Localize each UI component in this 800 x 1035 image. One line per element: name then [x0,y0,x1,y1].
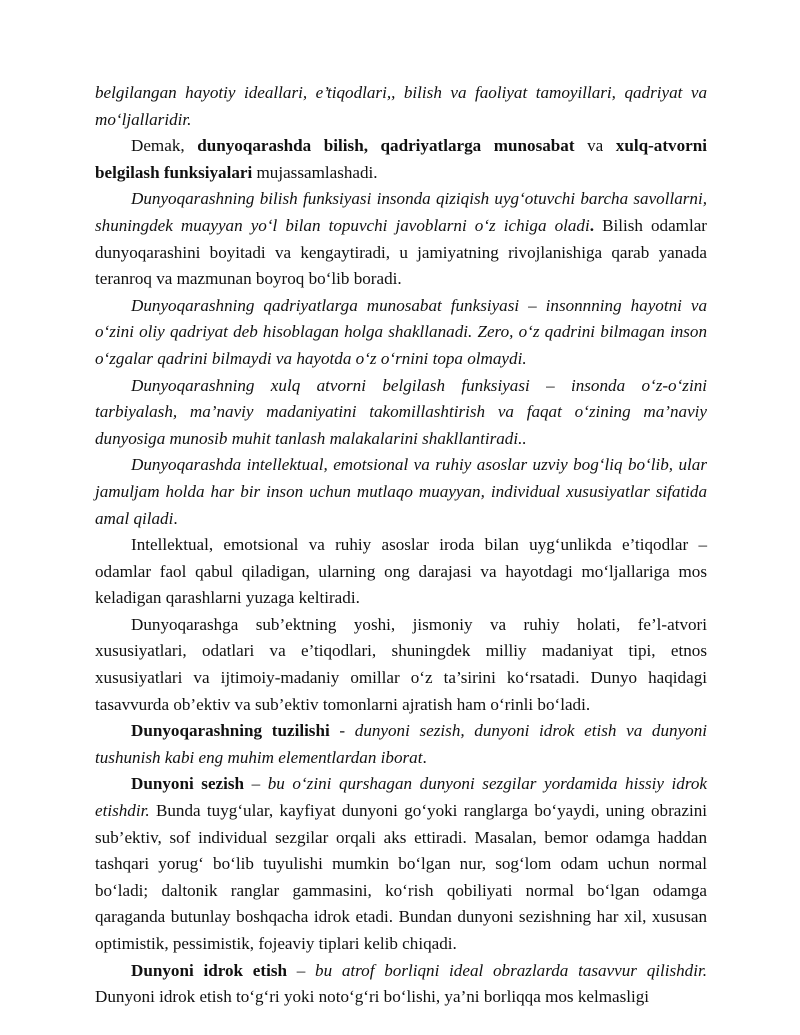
document-page [95,80,707,1011]
italic-text: Dunyoqarashning bilish funksiyasi insonda qiziqish uyg‘otuvchi barcha savollarni, shuningdek muayyan yo‘l bilan topuvchi javoblarni o‘z ichiga oladi [95,189,707,235]
bold-text: Dunyoni idrok etish [131,960,287,980]
paragraph [95,958,707,1011]
bold-text: xulq-atvorni belgilash funksiyalari [95,136,707,182]
text-run: Bunda tuyg‘ular, kayfiyat dunyoni go‘yoki ranglarga bo‘yaydi, uning obrazini sub’ektiv, sof individual sezgilar orqali aks ettiradi. Masalan, bemor odamga haddan tashqari yorug‘ bo‘lib tuyulishi mumkin bo‘lgan nur, sog‘lom odam uchun normal bo‘ladi; daltonik ranglar gammasini, ko‘rish qobiliyati normal bo‘lgan odamga qaraganda butunlay boshqacha idrok etadi. Bundan dunyoni sezishning har xil, xususan optimistik, pessimistik, fojeaviy tiplari kelib chiqadi. [95,801,707,953]
paragraph [95,373,707,453]
paragraph [95,718,707,771]
italic-text: Dunyoqarashda intellektual, emotsional va ruhiy asoslar uzviy bog‘liq bo‘lib, ular jamuljam holda har bir inson uchun mutlaqo muayyan, individual xususiyatlar sifatida amal qiladi [95,455,707,528]
italic-text: Dunyoqarashning qadriyatlarga munosabat funksiyasi – insonnning hayotni va o‘zini oliy qadriyat deb hisoblagan holga shakllanadi. Zero, o‘z qadrini bilmagan inson o‘zgalar qadrini bilmaydi va hayotda o‘z o‘rnini topa olmaydi. [95,295,707,368]
italic-text: bu o‘zini qurshagan dunyoni sezgilar yordamida hissiy idrok etishdir. [95,774,708,821]
paragraph [95,532,707,612]
italic-text: Dunyoqarashning xulq atvorni belgilash funksiyasi – insonda o‘z-o‘zini tarbiyalash, ma’naviy madaniyatini takomillashtirish va faqat o‘zining ma’naviy dunyosiga munosib muhit tanlash malakalarini shakllantiradi.. [95,375,707,448]
text-run: . [422,747,427,767]
text-run: Dunyoni idrok etish to‘g‘ri yoki noto‘g‘ri bo‘lishi, ya’ni borliqqa mos kelmasligi [95,987,650,1007]
paragraph [95,133,707,186]
text-run: Intellektual, emotsional va ruhiy asoslar iroda bilan uyg‘unlikda e’tiqodlar – odamlar faol qabul qiladigan, ularning ong darajasi va hayotdagi mo‘ljallariga mos keladigan qarashlarni yuzaga keltiradi. [95,535,707,608]
paragraph [95,771,707,957]
bold-text: Dunyoni sezish [131,774,245,794]
paragraph [95,293,707,373]
bold-text: dunyoqarashda bilish, qadriyatlarga munosabat [197,136,575,156]
paragraph [95,452,707,532]
italic-text: dunyoni sezish, dunyoni idrok etish va dunyoni tushunish kabi eng muhim elementlardan iborat [95,721,707,767]
text-run: – [286,960,316,980]
text-run: Dunyoqarashga sub’ektning yoshi, jismoniy va ruhiy holati, fe’l-atvori xususiyatlari, odatlari va e’tiqodlari, shuningdek milliy madaniyat tipi, etnos xususiyatlari va ijtimoiy-madaniy omillar o‘z ta’sirini ko‘rsatadi. Dunyo haqidagi tasavvurda ob’ektiv va sub’ektiv tomonlarni ajratish ham o‘rinli bo‘ladi. [95,614,707,714]
paragraph [95,612,707,718]
text-run: Bilish odamlar dunyoqarashini boyitadi va kengaytiradi, u jamiyatning rivojlanishiga qarab yanada teranroq va mazmunan boyroq bo‘lib boradi. [95,215,707,289]
text-run: . [173,508,178,528]
italic-text: belgilangan hayotiy ideallari, e’tiqodlari,, bilish va faoliyat tamoyillari, qadriyat va mo‘ljallaridir. [95,83,707,129]
italic-text: bu atrof borliqni ideal obrazlarda tasavvur qilishdir. [315,960,708,980]
paragraph [95,80,707,133]
paragraph [95,186,707,292]
text-run: - [329,721,355,741]
bold-text: Dunyoqarashning tuzilishi [131,721,330,741]
text-run: – [244,774,268,794]
bold-text: . [589,215,603,235]
text-run: mujassamlashadi. [252,162,378,182]
text-run: Demak, [131,136,198,156]
text-run: va [574,136,616,156]
